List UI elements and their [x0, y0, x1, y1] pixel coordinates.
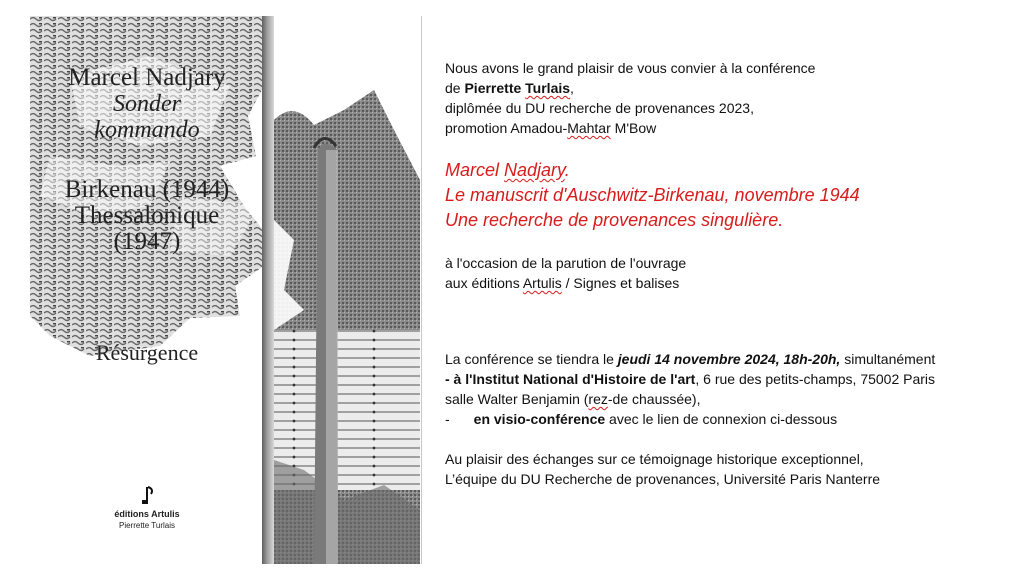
cover-publisher: éditions Artulis [114, 509, 180, 519]
closing-line-2: L’équipe du DU Recherche de provenances, Université Paris Nanterre [445, 471, 881, 487]
intro-line: Nous avons le grand plaisir de vous convier à la conférence [445, 60, 816, 76]
cover-author-small: Pierrette Turlais [118, 521, 176, 530]
closing-line-1: Au plaisir des échanges sur ce témoignage historique exceptionnel, [445, 451, 864, 467]
invitation-text [445, 58, 1005, 489]
book-cover [30, 16, 264, 564]
cover-subtitle-2: kommando [94, 117, 200, 143]
camp-photo [274, 30, 420, 564]
cover-author: Marcel Nadjary [68, 64, 226, 91]
cover-place-2-year: (1947) [113, 228, 181, 255]
cover-series: Résurgence [95, 340, 199, 365]
conference-date-line: La conférence se tiendra le jeudi 14 novembre 2024, 18h-20h, simultanément [445, 351, 936, 367]
occasion-line-1: à l'occasion de la parution de l'ouvrage [445, 255, 687, 271]
venue-room-line: salle Walter Benjamin (rez-de chaussée), [445, 391, 701, 407]
book-spine [262, 16, 274, 564]
vertical-divider [421, 16, 422, 564]
camp-photo-image [274, 30, 420, 564]
speaker-line: de Pierrette Turlais, [445, 80, 574, 96]
promotion-line: promotion Amadou-Mahtar M'Bow [445, 120, 657, 136]
conference-title-2: Le manuscrit d'Auschwitz-Birkenau, novembre 1944 [445, 185, 860, 205]
visio-line: - en visio-conférence avec le lien de connexion ci-dessous [445, 411, 838, 427]
occasion-line-2: aux éditions Artulis / Signes et balises [445, 275, 680, 291]
publisher-logo-icon [142, 486, 154, 506]
cover-place-1: Birkenau (1944) [64, 176, 230, 203]
conference-title-3: Une recherche de provenances singulière. [445, 210, 784, 230]
diploma-line: diplômée du DU recherche de provenances 2023, [445, 100, 754, 116]
cover-place-2: Thessalonique [74, 202, 220, 229]
cover-subtitle-1: Sonder [113, 91, 181, 117]
conference-title-1: Marcel Nadjary. [445, 160, 570, 180]
venue-line: - à l'Institut National d'Histoire de l'art, 6 rue des petits-champs, 75002 Paris [445, 371, 936, 387]
